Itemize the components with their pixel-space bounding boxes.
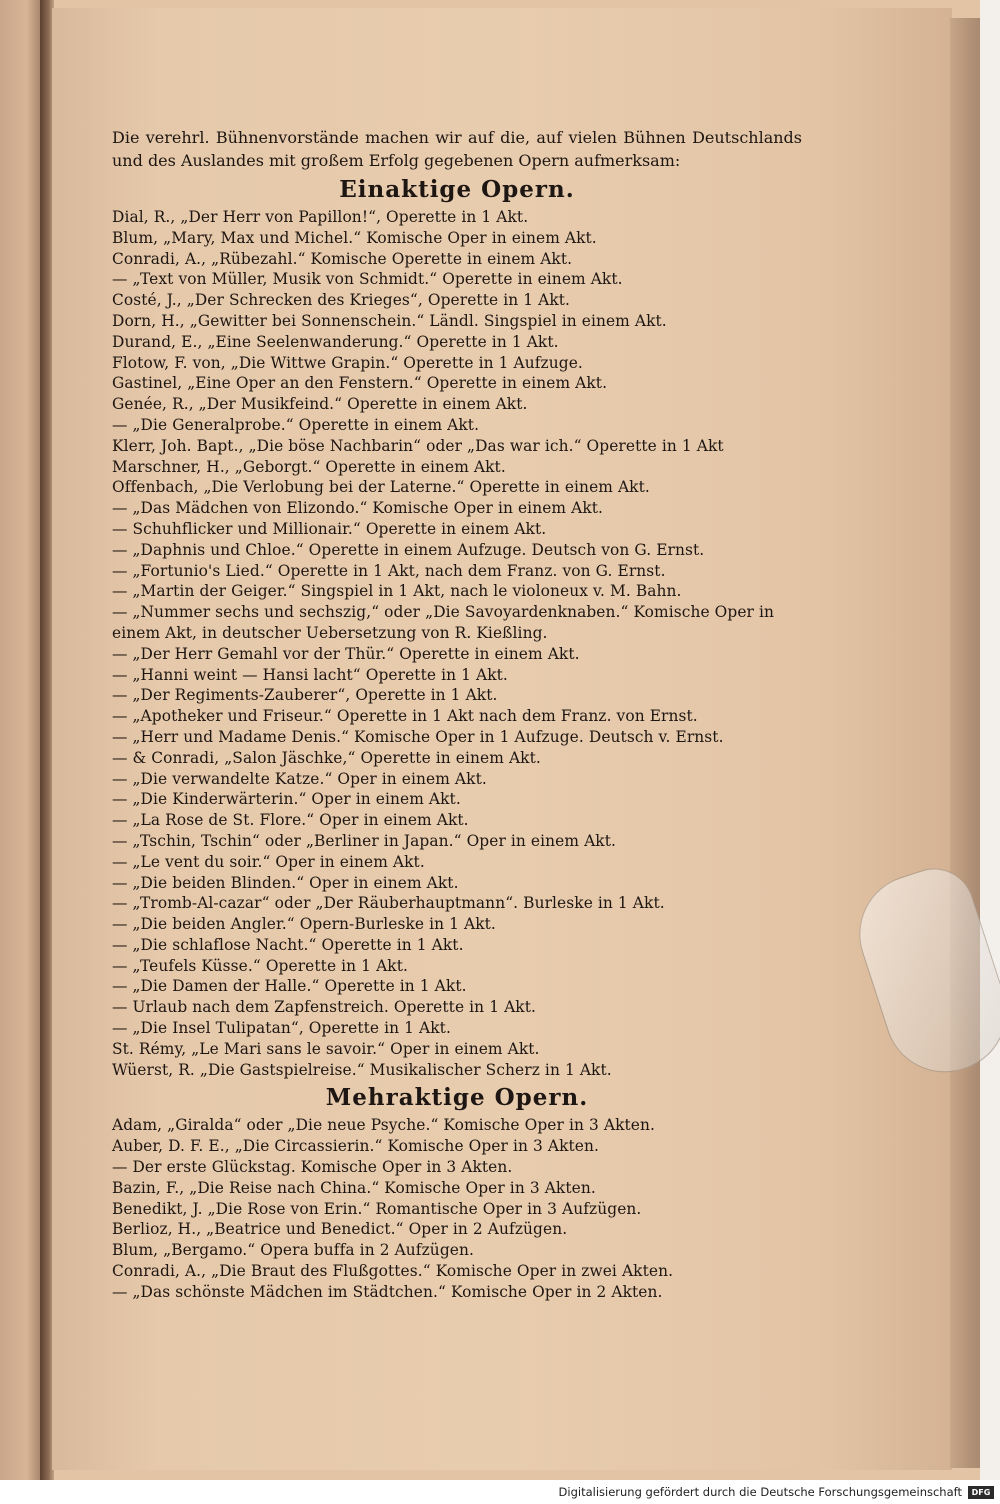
list-item: — „Der Herr Gemahl vor der Thür.“ Operette in einem Akt. (112, 644, 580, 663)
section-heading-mehraktige: Mehraktige Opern. (325, 1084, 589, 1112)
list-item: Conradi, A., „Rübezahl.“ Komische Operette in einem Akt. (112, 249, 573, 268)
einaktige-opern-list (112, 207, 802, 1080)
list-item: Blum, „Mary, Max und Michel.“ Komische Oper in einem Akt. (112, 228, 597, 247)
list-item: — „Der Regiments-Zauberer“, Operette in 1 Akt. (112, 686, 498, 705)
list-item: — Schuhflicker und Millionair.“ Operette in einem Akt. (112, 519, 547, 538)
list-item: Adam, „Giralda“ oder „Die neue Psyche.“ Komische Oper in 3 Akten. (112, 1116, 655, 1135)
list-item: — „Hanni weint — Hansi lacht“ Operette in 1 Akt. (112, 665, 508, 684)
list-item: — „Die Insel Tulipatan“, Operette in 1 Akt. (112, 1019, 451, 1038)
section-heading-einaktige: Einaktige Opern. (339, 176, 575, 203)
list-item: — „Die Damen der Halle.“ Operette in 1 Akt. (112, 977, 467, 996)
list-item: — „Die verwandelte Katze.“ Oper in einem Akt. (112, 769, 487, 788)
list-item: Gastinel, „Eine Oper an den Fenstern.“ Operette in einem Akt. (112, 374, 608, 393)
list-item: Klerr, Joh. Bapt., „Die böse Nachbarin“ oder „Das war ich.“ Operette in 1 Akt (112, 436, 724, 455)
page-stack-edge (950, 18, 980, 1468)
list-item: — „Tromb-Al-cazar“ oder „Der Räuberhauptmann“. Burleske in 1 Akt. (112, 894, 665, 913)
list-item: Wüerst, R. „Die Gastspielreise.“ Musikalischer Scherz in 1 Akt. (112, 1060, 612, 1079)
list-item: Flotow, F. von, „Die Wittwe Grapin.“ Operette in 1 Aufzuge. (112, 353, 583, 372)
dfg-logo: DFG (968, 1486, 994, 1499)
list-item: — „Das schönste Mädchen im Städtchen.“ Komische Oper in 2 Akten. (112, 1282, 663, 1301)
list-item: — „Die Generalprobe.“ Operette in einem Akt. (112, 415, 480, 434)
list-item: — „Das Mädchen von Elizondo.“ Komische Oper in einem Akt. (112, 499, 604, 518)
list-item: — & Conradi, „Salon Jäschke,“ Operette in einem Akt. (112, 748, 541, 767)
list-item: — Der erste Glückstag. Komische Oper in 3 Akten. (112, 1158, 513, 1177)
digitization-footer (0, 1482, 1000, 1504)
scan-margin (980, 0, 1000, 1480)
list-item: — „Die schlaflose Nacht.“ Operette in 1 Akt. (112, 935, 464, 954)
list-item: — Urlaub nach dem Zapfenstreich. Operette in 1 Akt. (112, 998, 536, 1017)
list-item: — „Nummer sechs und sechszig,“ oder „Die Savoyardenknaben.“ Komische Oper in einem Akt, in deutscher Uebersetzung von R. Kießling. (112, 603, 775, 642)
list-item: Conradi, A., „Die Braut des Flußgottes.“ Komische Oper in zwei Akten. (112, 1262, 674, 1281)
list-item: — „La Rose de St. Flore.“ Oper in einem Akt. (112, 811, 469, 830)
left-page-edge (0, 0, 44, 1480)
list-item: Durand, E., „Eine Seelenwanderung.“ Operette in 1 Akt. (112, 332, 559, 351)
footer-credit-text: Digitalisierung gefördert durch die Deutsche Forschungsgemeinschaft (558, 1485, 962, 1499)
list-item: Blum, „Bergamo.“ Opera buffa in 2 Aufzügen. (112, 1241, 474, 1260)
list-item: Dorn, H., „Gewitter bei Sonnenschein.“ Ländl. Singspiel in einem Akt. (112, 311, 667, 330)
page-content (112, 126, 802, 1303)
list-item: — „Daphnis und Chloe.“ Operette in einem Aufzuge. Deutsch von G. Ernst. (112, 540, 705, 559)
list-item: Berlioz, H., „Beatrice und Benedict.“ Oper in 2 Aufzügen. (112, 1220, 568, 1239)
list-item: — „Die Kinderwärterin.“ Oper in einem Akt. (112, 790, 461, 809)
list-item: — „Apotheker und Friseur.“ Operette in 1 Akt nach dem Franz. von Ernst. (112, 707, 698, 726)
intro-paragraph: Die verehrl. Bühnenvorstände machen wir auf die, auf vielen Bühnen Deutschlands und des Auslandes mit großem Erfolg gegebenen Opern aufmerksam: (112, 128, 802, 170)
list-item: Marschner, H., „Geborgt.“ Operette in einem Akt. (112, 457, 506, 476)
list-item: — „Die beiden Angler.“ Opern-Burleske in 1 Akt. (112, 915, 496, 934)
list-item: — „Text von Müller, Musik von Schmidt.“ Operette in einem Akt. (112, 270, 623, 289)
list-item: Genée, R., „Der Musikfeind.“ Operette in einem Akt. (112, 395, 528, 414)
list-item: Benedikt, J. „Die Rose von Erin.“ Romantische Oper in 3 Aufzügen. (112, 1199, 642, 1218)
mehraktige-opern-list (112, 1115, 802, 1302)
list-item: — „Fortunio's Lied.“ Operette in 1 Akt, nach dem Franz. von G. Ernst. (112, 561, 666, 580)
list-item: Costé, J., „Der Schrecken des Krieges“, Operette in 1 Akt. (112, 291, 571, 310)
list-item: — „Herr und Madame Denis.“ Komische Oper in 1 Aufzuge. Deutsch v. Ernst. (112, 727, 724, 746)
list-item: — „Le vent du soir.“ Oper in einem Akt. (112, 852, 425, 871)
list-item: — „Martin der Geiger.“ Singspiel in 1 Akt, nach le violoneux v. M. Bahn. (112, 582, 682, 601)
list-item: — „Tschin, Tschin“ oder „Berliner in Japan.“ Oper in einem Akt. (112, 831, 616, 850)
list-item: Auber, D. F. E., „Die Circassierin.“ Komische Oper in 3 Akten. (112, 1137, 600, 1156)
list-item: — „Die beiden Blinden.“ Oper in einem Akt. (112, 873, 459, 892)
list-item: — „Teufels Küsse.“ Operette in 1 Akt. (112, 956, 408, 975)
list-item: Bazin, F., „Die Reise nach China.“ Komische Oper in 3 Akten. (112, 1178, 596, 1197)
list-item: St. Rémy, „Le Mari sans le savoir.“ Oper in einem Akt. (112, 1039, 540, 1058)
list-item: Offenbach, „Die Verlobung bei der Laterne.“ Operette in einem Akt. (112, 478, 650, 497)
list-item: Dial, R., „Der Herr von Papillon!“, Operette in 1 Akt. (112, 208, 529, 226)
